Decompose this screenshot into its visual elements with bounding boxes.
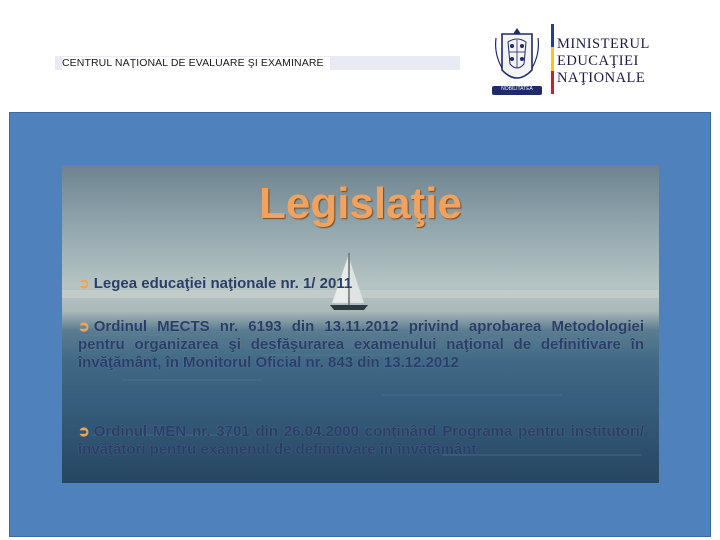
ministry-line-2: EDUCAŢIEI [557,53,639,69]
bullet-text: Ordinul MECTS nr. 6193 din 13.11.2012 privind aprobarea Metodologiei pentru organizarea şi desfăşurarea examenului naţional de definitivare în învăţământ, în Monitorul Oficial nr. 843 din 13.12.2012 [78,318,644,371]
ministry-line-1: MINISTERUL [557,36,650,52]
list-item [78,317,644,372]
ministry-name [557,36,650,87]
bullet-text: Legea educaţiei naţionale nr. 1/ 2011 [93,275,353,292]
sea-photo [62,165,659,483]
list-item [78,422,644,459]
bullet-text: Ordinul MEN nr. 3701 din 26.04.2000 conţinând Programa pentru institutori/învăţători pentru examenul de definitivare în învăţământ [78,423,644,458]
circle-arrow-icon: ➲ [78,423,90,439]
list-item [78,274,644,293]
flag-divider [551,24,554,94]
crest-banner: NOBILITATEA [501,86,533,92]
slide-title: Legislaţie [259,179,462,228]
ministry-line-3: NAŢIONALE [557,70,646,86]
center-name: CENTRUL NAŢIONAL DE EVALUARE ŞI EXAMINARE [62,57,330,70]
circle-arrow-icon: ➲ [78,275,90,291]
circle-arrow-icon: ➲ [78,318,90,334]
